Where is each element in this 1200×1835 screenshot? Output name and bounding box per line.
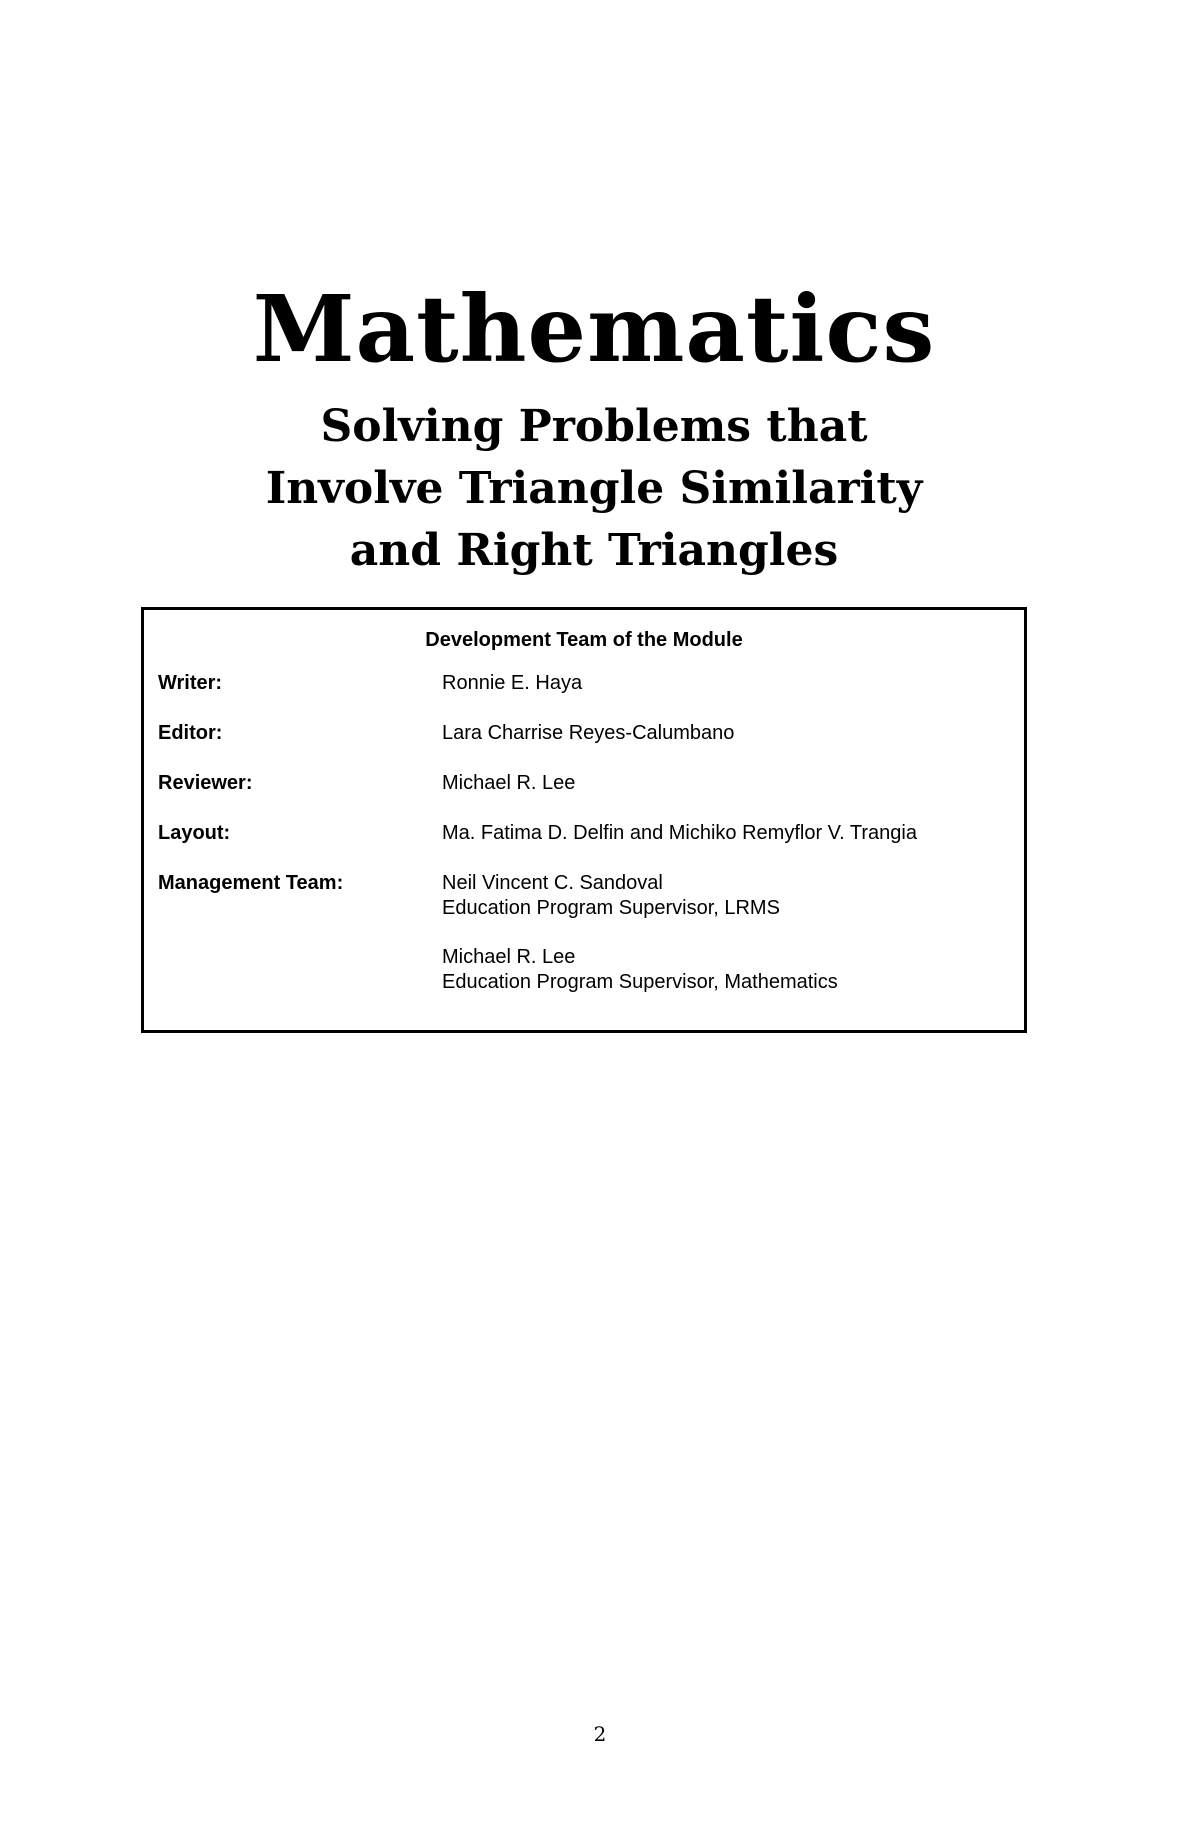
team-member-name: Ma. Fatima D. Delfin and Michiko Remyflor V. Trangia <box>442 822 917 844</box>
team-member-name: Neil Vincent C. Sandoval <box>442 872 663 894</box>
team-member-names <box>442 945 838 995</box>
team-role-label: Management Team: <box>158 872 344 894</box>
team-heading: Development Team of the Module <box>425 629 743 651</box>
team-role-label: Reviewer: <box>158 772 253 794</box>
subtitle-line: Involve Triangle Similarity <box>265 463 923 514</box>
team-member-name: Michael R. Lee <box>442 772 576 794</box>
team-member-name: Ronnie E. Haya <box>442 672 583 694</box>
team-member-names <box>442 871 780 921</box>
team-role-label: Editor: <box>158 722 223 744</box>
team-member-names <box>442 721 734 746</box>
page-number: 2 <box>593 1722 607 1746</box>
document-title: Mathematics <box>252 275 936 383</box>
team-role-label: Writer: <box>158 672 223 694</box>
team-member-name: Lara Charrise Reyes-Calumbano <box>442 722 735 744</box>
subtitle-line: Solving Problems that <box>320 401 868 452</box>
document-subtitle <box>0 396 1188 582</box>
subtitle-line: and Right Triangles <box>349 525 839 576</box>
team-member-names <box>442 671 582 696</box>
team-member-name: Michael R. Lee <box>442 946 576 968</box>
team-member-position: Education Program Supervisor, Mathematics <box>442 971 838 993</box>
team-member-position: Education Program Supervisor, LRMS <box>442 897 780 919</box>
development-team-box <box>141 607 1027 1033</box>
team-member-names <box>442 771 575 796</box>
team-member-names <box>442 821 917 846</box>
team-role-label: Layout: <box>158 822 231 844</box>
